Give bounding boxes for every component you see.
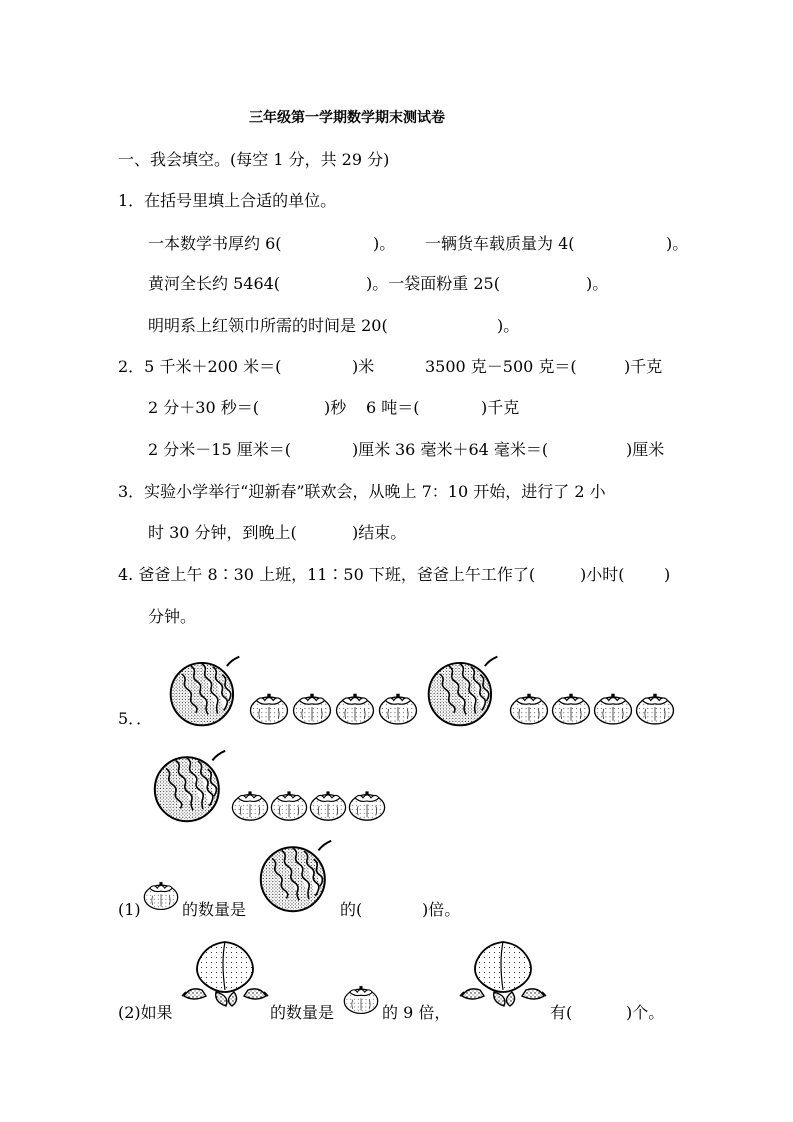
q2-l3a-end: )厘米 — [352, 440, 391, 459]
q5-p1c: 的( — [340, 900, 363, 919]
q2-l1a-end: )米 — [352, 357, 375, 376]
persimmon-icon — [308, 788, 348, 822]
peach-icon — [458, 936, 548, 1008]
q2-l1a: 2．5 千米＋200 米＝( — [118, 357, 282, 376]
q5-p2a: (2)如果 — [118, 1003, 173, 1022]
q3-l1: 3．实验小学举行“迎新春”联欢会，从晚上 7：10 开始，进行了 2 小 — [118, 482, 606, 501]
persimmon-icon — [342, 982, 380, 1016]
q1-b1-end: )。一袋面粉重 25( — [366, 274, 500, 293]
q1-stem: 1．在括号里填上合适的单位。 — [118, 191, 337, 210]
peach-icon — [180, 936, 270, 1008]
persimmon-icon — [269, 788, 309, 822]
q1-a2: 一辆货车载质量为 4( — [425, 234, 575, 253]
q5-p1a: (1) — [118, 900, 141, 919]
q2-l3a: 2 分米－15 厘米＝( — [148, 440, 291, 459]
q1-b2-end: )。 — [586, 274, 609, 293]
watermelon-icon — [254, 836, 338, 916]
q2-l1b-end: )千克 — [624, 357, 663, 376]
q4-l1c: ) — [664, 565, 671, 584]
q5-p2d: 有( — [550, 1003, 573, 1022]
q2-l2b-end: )千克 — [481, 398, 520, 417]
q1-a1: 一本数学书厚约 6( — [148, 234, 282, 253]
q4-l1b: )小时( — [580, 565, 625, 584]
q1-a1-end: )。 — [373, 234, 396, 253]
q2-l1b: 3500 克－500 克＝( — [425, 357, 577, 376]
q1-a2-end: )。 — [666, 234, 689, 253]
q1-b1: 黄河全长约 5464( — [148, 274, 281, 293]
persimmon-icon — [291, 690, 333, 726]
persimmon-icon — [550, 690, 592, 726]
q5-p2c: 的 9 倍， — [382, 1003, 451, 1022]
persimmon-icon — [592, 690, 634, 726]
persimmon-icon — [142, 878, 180, 912]
q4-l2: 分钟。 — [148, 607, 197, 626]
persimmon-icon — [634, 690, 676, 726]
watermelon-icon — [164, 652, 246, 730]
section-heading: 一、我会填空。(每空 1 分，共 29 分) — [118, 150, 390, 169]
q5-label: 5．． — [118, 709, 153, 728]
q4-l1a: 4. 爸爸上午 8∶30 上班，11∶50 下班，爸爸上午工作了( — [118, 565, 536, 584]
q2-l2b: 6 吨＝( — [366, 398, 420, 417]
persimmon-icon — [377, 690, 419, 726]
watermelon-icon — [148, 746, 232, 826]
q2-l3b-end: )厘米 — [626, 440, 665, 459]
q1-c1-end: )。 — [497, 316, 520, 335]
q3-l2a: 时 30 分钟，到晚上( — [148, 523, 297, 542]
q2-l3b: 36 毫米＋64 毫米＝( — [395, 440, 549, 459]
persimmon-icon — [508, 690, 550, 726]
q2-l2a-end: )秒 — [324, 398, 347, 417]
persimmon-icon — [230, 788, 270, 822]
q5-p1b: 的数量是 — [182, 900, 247, 919]
persimmon-icon — [334, 690, 376, 726]
persimmon-icon — [347, 788, 387, 822]
q1-c1: 明明系上红领巾所需的时间是 20( — [148, 316, 388, 335]
q5-p2e: )个。 — [626, 1003, 665, 1022]
q5-p1d: )倍。 — [422, 900, 461, 919]
persimmon-icon — [248, 690, 290, 726]
q2-l2a: 2 分＋30 秒＝( — [148, 398, 259, 417]
q3-l2b: )结束。 — [352, 523, 407, 542]
page-title: 三年级第一学期数学期末测试卷 — [249, 110, 445, 126]
q5-p2b: 的数量是 — [270, 1003, 335, 1022]
watermelon-icon — [422, 652, 504, 730]
